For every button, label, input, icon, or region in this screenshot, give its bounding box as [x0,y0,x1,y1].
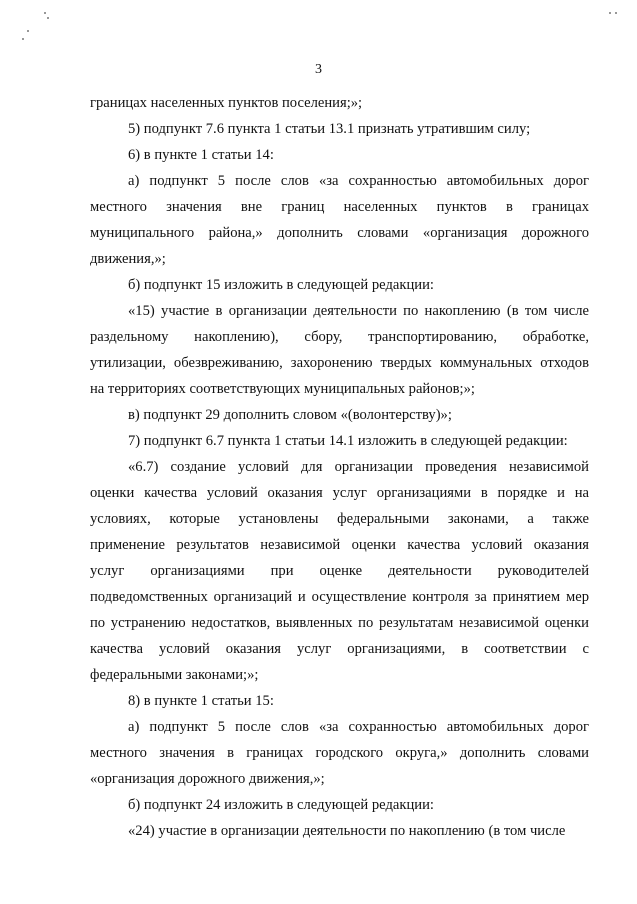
scan-speck [609,12,611,14]
text-line: утилизации, обезвреживанию, захоронению твердых коммунальных отходов [90,355,589,371]
text-line: федеральными законами;»; [90,667,259,683]
text-line: раздельному накоплению), сбору, транспортированию, обработке, [90,329,589,345]
text-line: б) подпункт 24 изложить в следующей редакции: [128,797,434,813]
scan-speck [615,12,617,14]
text-line: качества условий оказания услуг организациями, в соответствии с [90,641,589,657]
text-line: услуг организациями при оценке деятельности руководителей [90,563,589,579]
text-line: 7) подпункт 6.7 пункта 1 статьи 14.1 изложить в следующей редакции: [128,433,568,449]
text-line: по устранению недостатков, выявленных по результатам независимой оценки [90,615,589,631]
text-line: «организация дорожного движения,»; [90,771,325,787]
text-line: подведомственных организаций и осуществление контроля за принятием мер [90,589,589,605]
text-line: оценки качества условий оказания услуг организациями в порядке и на [90,485,589,501]
scan-speck [44,12,46,14]
text-line: муниципального района,» дополнить словами «организация дорожного [90,225,589,241]
text-line: местного значения вне границ населенных пунктов в границах [90,199,589,215]
text-line: местного значения в границах городского округа,» дополнить словами [90,745,589,761]
text-line: а) подпункт 5 после слов «за сохранностью автомобильных дорог [128,719,589,735]
scan-speck [27,30,29,32]
text-line: условиях, которые установлены федеральными законами, а также [90,511,589,527]
text-line: «6.7) создание условий для организации проведения независимой [128,459,589,475]
text-line: б) подпункт 15 изложить в следующей редакции: [128,277,434,293]
text-line: движения,»; [90,251,166,267]
scan-speck [22,38,24,40]
text-line: а) подпункт 5 после слов «за сохранностью автомобильных дорог [128,173,589,189]
scan-speck [47,17,49,19]
text-line: границах населенных пунктов поселения;»; [90,95,363,111]
text-line: «15) участие в организации деятельности по накоплению (в том числе [128,303,589,319]
text-line: применение результатов независимой оценки качества условий оказания [90,537,589,553]
text-line: «24) участие в организации деятельности по накоплению (в том числе [128,823,566,839]
page-number: 3 [315,62,322,77]
text-line: 8) в пункте 1 статьи 15: [128,693,274,709]
text-line: 6) в пункте 1 статьи 14: [128,147,274,163]
text-line: в) подпункт 29 дополнить словом «(волонтерству)»; [128,407,452,423]
text-line: на территориях соответствующих муниципальных районов;»; [90,381,475,397]
text-line: 5) подпункт 7.6 пункта 1 статьи 13.1 признать утратившим силу; [128,121,531,137]
